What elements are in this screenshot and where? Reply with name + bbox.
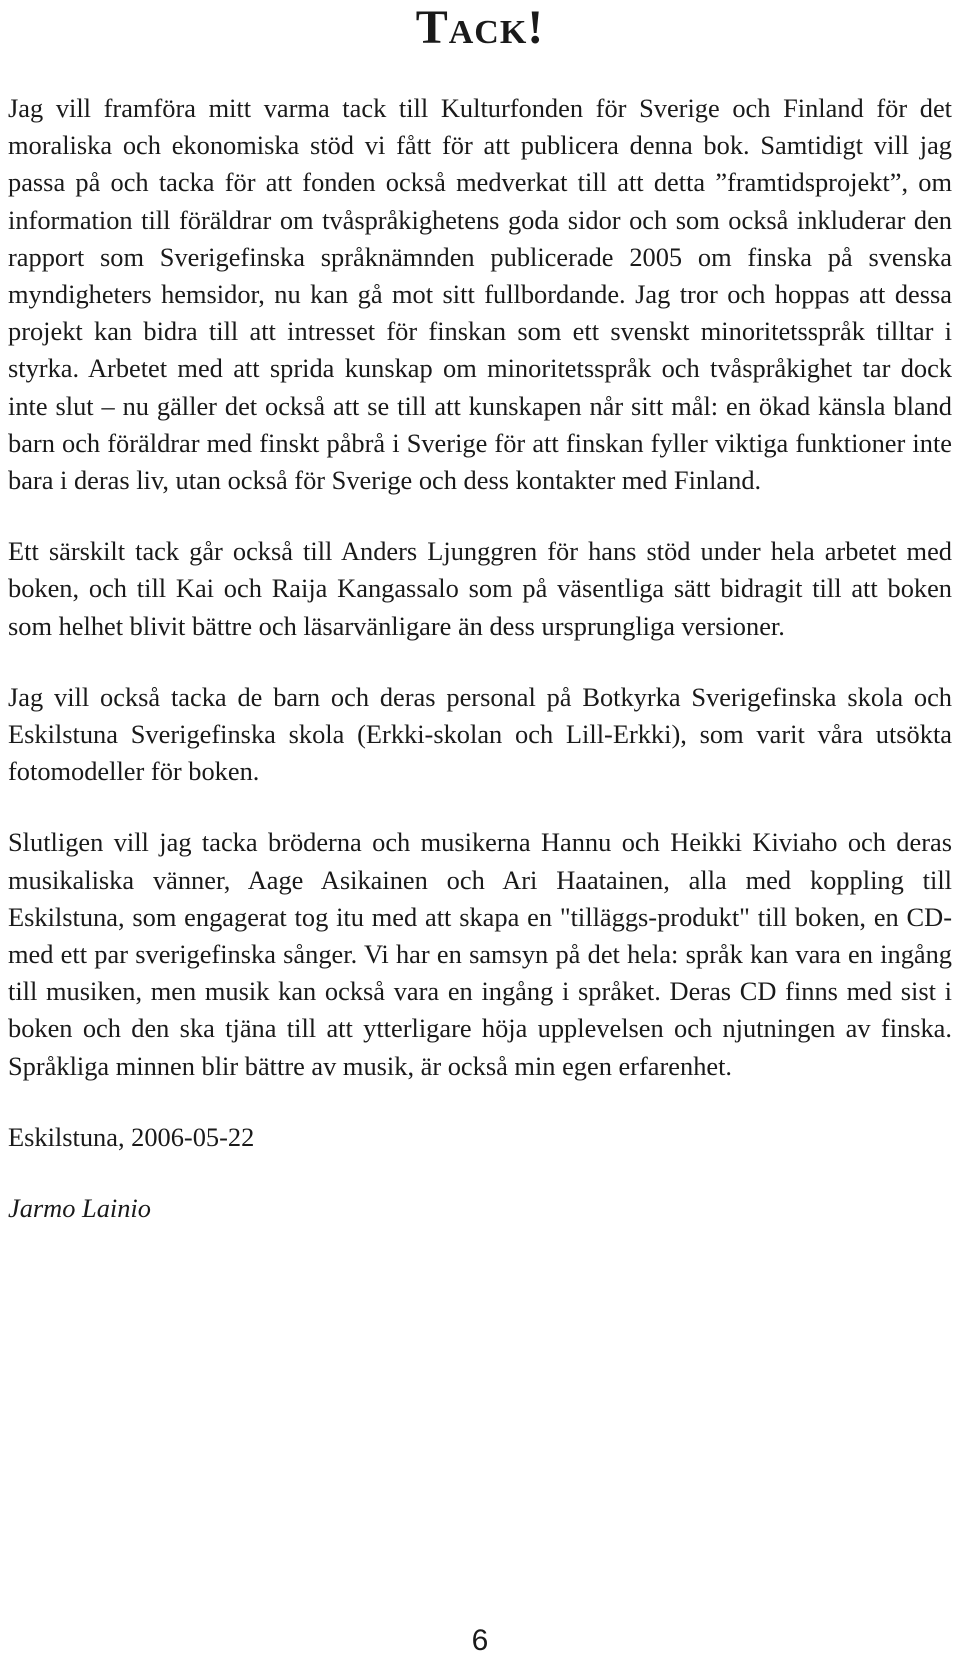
- body-text: [8, 90, 952, 1227]
- place-date: Eskilstuna, 2006-05-22: [8, 1121, 255, 1152]
- signature: Jarmo Lainio: [8, 1193, 151, 1224]
- paragraph-thanks-ljunggren-kangassalo: Ett särskilt tack går också till Anders Ljunggren för hans stöd under hela arbetet med boken, och till Kai och Raija Kangassalo som på väsentliga sätt bidragit till att boken som helhet blivit bättre och läsarvänligare än dess ursprungliga versioner.: [8, 536, 952, 641]
- paragraph-thanks-kulturfonden: Jag vill framföra mitt varma tack till Kulturfonden för Sverige och Finland för det moraliska och ekonomiska stöd vi fått för att publicera denna bok. Samtidigt vill jag passa på och tacka för att fonden också medverkat till att detta ”framtidsprojekt”, om information till föräldrar om tvåspråkighetens goda sidor och som också inkluderar den rapport som Sverigefinska språknämnden publicerade 2005 om finska på svenska myndigheters hemsidor, nu kan gå mot sitt fullbordande. Jag tror och hoppas att dessa projekt kan bidra till att intresset för finskan som ett svenskt minoritetsspråk tilltar i styrka. Arbetet med att sprida kunskap om minoritetsspråk och tvåspråkighet tar dock inte slut – nu gäller det också att se till att kunskapen når sitt mål: en ökad känsla bland barn och föräldrar med finskt påbrå i Sverige för att finskan fyller viktiga funktioner inte bara i deras liv, utan också för Sverige och dess kontakter med Finland.: [8, 93, 952, 496]
- paragraph-thanks-musicians: Slutligen vill jag tacka bröderna och musikerna Hannu och Heikki Kiviaho och deras musikaliska vänner, Aage Asikainen och Ari Haatainen, alla med koppling till Eskilstuna, som engagerat tog itu med att skapa en "tilläggs-produkt" till boken, en CD-med ett par sverigefinska sånger. Vi har en samsyn på det hela: språk kan vara en ingång till musiken, men musik kan också vara en ingång i språket. Deras CD finns med sist i boken och den ska tjäna till att ytterligare höja upplevelsen och njutningen av finska. Språkliga minnen blir bättre av musik, är också min egen erfarenhet.: [8, 827, 952, 1081]
- paragraph-thanks-schools: Jag vill också tacka de barn och deras personal på Botkyrka Sverigefinska skola och Eskilstuna Sverigefinska skola (Erkki-skolan och Lill-Erkki), som varit våra utsökta fotomodeller för boken.: [8, 681, 952, 787]
- page-number: 6: [471, 1624, 489, 1657]
- page-title: Tack!: [415, 1, 545, 54]
